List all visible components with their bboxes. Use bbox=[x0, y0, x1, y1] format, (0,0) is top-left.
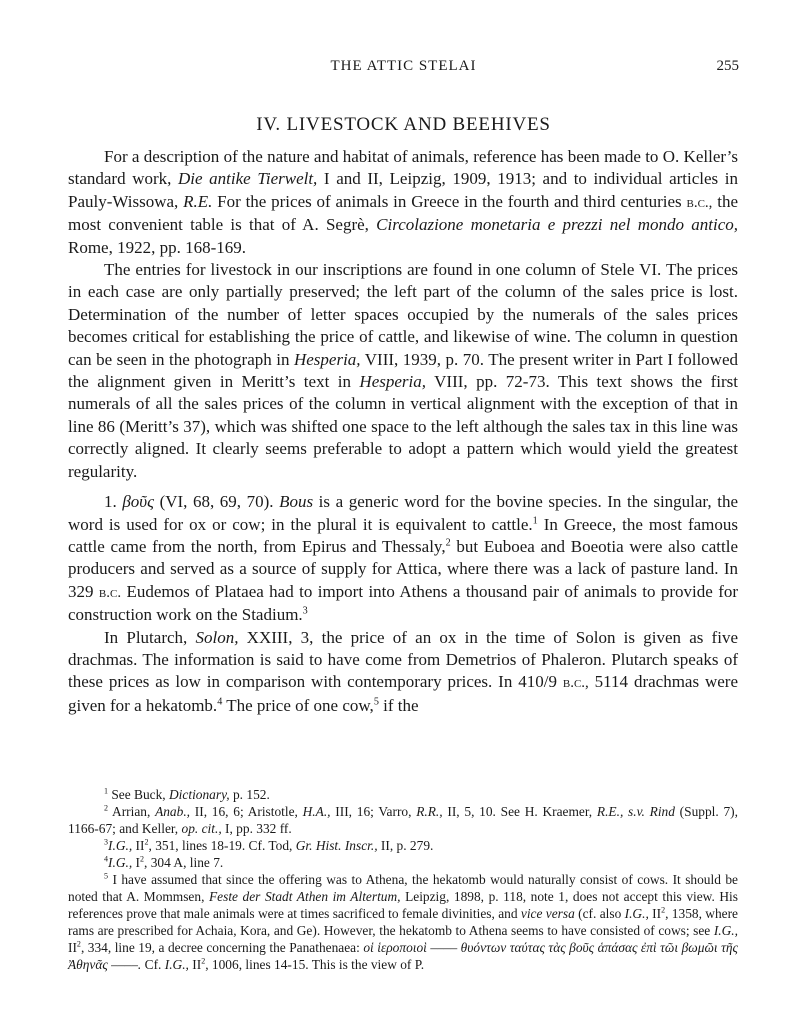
text-run: , 334, line 19, a decree concerning the Panathenaea: bbox=[80, 940, 364, 955]
italic-title: Die antike Tierwelt, bbox=[178, 169, 318, 189]
text-run: I bbox=[132, 855, 141, 870]
body-text bbox=[68, 146, 738, 717]
text-run: Arrian, bbox=[108, 804, 156, 819]
footnote-number: 1 bbox=[104, 786, 109, 796]
small-caps-era: b.c., bbox=[562, 675, 589, 692]
text-run: p. 152. bbox=[229, 787, 270, 802]
text-run: but Euboea and Boeotia were also cattle producers and served as a source of supply for Attica, where there was a lack of pasture land. In 329 bbox=[68, 536, 739, 601]
text-run: II bbox=[188, 957, 202, 972]
superscript: 2 bbox=[140, 854, 145, 864]
text-run: Eudemos of Plataea had to import into Athens a thousand pair of animals to provide for construction work on the Stadium. bbox=[68, 581, 739, 625]
text-run: VIII, 1939, p. 70. The present writer in Part I followed the alignment given in Meritt’s text in bbox=[68, 349, 738, 392]
paragraph-2 bbox=[68, 259, 738, 483]
text-run: II, 16, 6; Aristotle, bbox=[190, 804, 303, 819]
footnotes bbox=[68, 786, 738, 973]
footnote-ref: 4 bbox=[217, 696, 223, 708]
text-run: if the bbox=[378, 695, 419, 715]
italic-term: Bous bbox=[279, 492, 314, 512]
footnote-number: 3 bbox=[104, 837, 109, 847]
text-run: 1. bbox=[104, 492, 123, 512]
running-head bbox=[68, 58, 739, 78]
footnote-3 bbox=[68, 837, 738, 854]
text-run: III, 16; Varro, bbox=[330, 804, 417, 819]
italic-abbrev: I.G., bbox=[108, 838, 133, 853]
paragraph-3 bbox=[68, 491, 738, 626]
text-run: II bbox=[132, 838, 145, 853]
superscript: 2 bbox=[661, 905, 666, 915]
italic-title: Feste der Stadt Athen im Altertum, bbox=[208, 889, 401, 904]
footnote-number: 2 bbox=[104, 803, 109, 813]
text-run: In Greece, the most famous cattle came from the north, from Epirus and Thessaly, bbox=[68, 514, 738, 556]
footnote-number: 4 bbox=[104, 854, 109, 864]
text-run: 5114 drachmas were given for a hekatomb. bbox=[68, 672, 738, 715]
text-run: (VI, 68, 69, 70). bbox=[154, 492, 280, 512]
text-run: I, pp. 332 ff. bbox=[221, 821, 292, 836]
page-number: 255 bbox=[716, 58, 739, 74]
italic-abbrev: R.R., bbox=[416, 804, 443, 819]
italic-journal: Hesperia, bbox=[293, 349, 361, 369]
text-run: I have assumed that since the offering was to Athena, the hekatomb would naturally consist of cows. It should be noted that A. Mommsen, bbox=[68, 872, 738, 904]
text-run: See Buck, bbox=[108, 787, 170, 802]
text-run: (Suppl. 7), 1166-67; and Keller, bbox=[68, 804, 738, 836]
text-run: , 351, lines 18-19. Cf. Tod, bbox=[148, 838, 296, 853]
text-run: I and II, Leipzig, 1909, 1913; and to individual articles in Pauly-Wissowa, bbox=[68, 169, 738, 211]
text-run: In Plutarch, bbox=[104, 627, 196, 647]
text-run: , 304 A, line 7. bbox=[144, 855, 224, 870]
text-run: XXIII, 3, the price of an ox in the time of Solon is given as five drachmas. The information is said to have come from Demetrios of Phaleron. Plutarch speaks of these prices as low in comparison with contemporary prices. In 410/9 bbox=[68, 627, 738, 692]
superscript: 2 bbox=[144, 837, 149, 847]
small-caps-era: b.c., bbox=[686, 194, 713, 211]
running-title: THE ATTIC STELAI bbox=[330, 58, 477, 74]
small-caps-era: b.c. bbox=[98, 584, 122, 601]
italic-abbrev: R.E. bbox=[183, 191, 213, 211]
italic-abbrev: R.E., s.v. Rind bbox=[596, 804, 675, 819]
italic-abbrev: I.G., bbox=[108, 855, 133, 870]
footnote-ref: 1 bbox=[532, 514, 538, 526]
text-run: (cf. also bbox=[574, 906, 625, 921]
italic-abbrev: H.A., bbox=[302, 804, 331, 819]
text-run: II bbox=[648, 906, 662, 921]
text-run: II bbox=[68, 940, 77, 955]
italic-title: Gr. Hist. Inscr., bbox=[295, 838, 378, 853]
footnote-ref: 2 bbox=[445, 537, 451, 549]
text-run: The price of one cow, bbox=[222, 695, 374, 715]
footnote-1 bbox=[68, 786, 738, 803]
superscript: 2 bbox=[76, 939, 81, 949]
text-run: For the prices of animals in Greece in the fourth and third centuries bbox=[212, 191, 687, 211]
italic-abbrev: Anab., bbox=[155, 804, 191, 819]
paragraph-1 bbox=[68, 146, 738, 259]
section-title: IV. LIVESTOCK AND BEEHIVES bbox=[256, 114, 551, 135]
text-run: II, p. 279. bbox=[377, 838, 434, 853]
text-run: The entries for livestock in our inscriptions are found in one column of Stele VI. The prices in each case are only partially preserved; the left part of the column of the sales price is lost. Determination of the number of letter spaces occupied by the numerals of the sales prices becomes critical for establishing the price of cattle, and likewise of wine. The column in question can be seen in the photograph in bbox=[68, 260, 738, 369]
italic-phrase: vice versa bbox=[520, 906, 575, 921]
italic-title: Solon, bbox=[195, 627, 239, 647]
text-run: Leipzig, 1898, p. 118, note 1, does not accept this view. His references prove that male animals were at times sacrificed to female divinities, and bbox=[68, 889, 738, 921]
footnote-4 bbox=[68, 854, 738, 871]
italic-abbrev: I.G., bbox=[624, 906, 649, 921]
paragraph-4 bbox=[68, 627, 738, 718]
text-run: , 1358, where rams are prescribed for Achaia, Kora, and Ge). However, the hekatomb to Athena seems to have consisted of cows; see bbox=[68, 906, 738, 938]
greek-term: βοῦς bbox=[122, 492, 154, 512]
italic-title: Dictionary, bbox=[169, 787, 230, 802]
footnote-5 bbox=[68, 871, 738, 973]
superscript: 2 bbox=[201, 956, 206, 966]
text-run: VIII, pp. 72-73. This text shows the first numerals of all the sales prices of the column in vertical alignment with the exception of that in line 86 (Meritt’s 37), which was shifted one space to the left although the sales tax in this line was correctly aligned. It clearly seems preferable to adopt a pattern which would yield the greatest regularity. bbox=[68, 372, 738, 481]
text-run: For a description of the nature and habitat of animals, reference has been made to O. Keller’s standard work, bbox=[68, 147, 738, 189]
footnote-ref: 3 bbox=[302, 605, 308, 617]
italic-abbrev: I.G., bbox=[164, 957, 189, 972]
italic-abbrev: op. cit., bbox=[181, 821, 222, 836]
text-run: the most convenient table is that of A. Segrè, bbox=[68, 191, 738, 235]
footnote-ref: 5 bbox=[373, 696, 379, 708]
text-run: II, 5, 10. See H. Kraemer, bbox=[442, 804, 597, 819]
footnote-number: 5 bbox=[104, 871, 109, 881]
italic-journal: Hesperia, bbox=[359, 372, 426, 392]
italic-title: Circolazione monetaria e prezzi nel mondo antico, bbox=[376, 215, 739, 235]
italic-abbrev: I.G., bbox=[713, 923, 738, 938]
text-run: Rome, 1922, pp. 168-169. bbox=[68, 237, 247, 257]
text-run: , 1006, lines 14-15. This is the view of P. bbox=[205, 957, 425, 972]
text-run: Cf. bbox=[141, 957, 165, 972]
footnote-2 bbox=[68, 803, 738, 837]
text-run: is a generic word for the bovine species. In the singular, the word is used for ox or cow; in the plural it is equivalent to cattle. bbox=[68, 492, 739, 534]
greek-quotation: οἱ ἱεροποιοὶ –––– θυόντων ταύτας τὰς βοῦς ἁπάσας ἐπὶ τῶι βωμῶι τῆς Ἀθηνᾶς ––––. bbox=[68, 940, 738, 972]
